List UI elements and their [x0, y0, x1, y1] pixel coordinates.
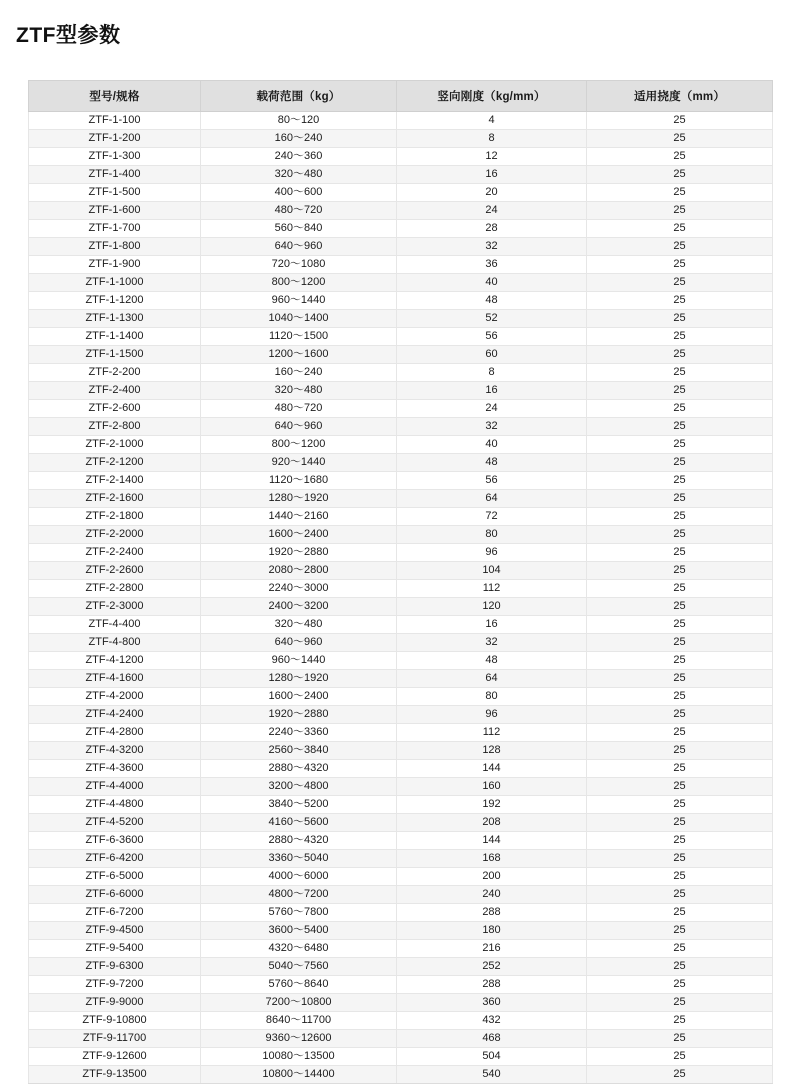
- cell-load-range: 800～1200: [201, 274, 397, 292]
- cell-load-range: 10800～14400: [201, 1066, 397, 1084]
- cell-deflection: 25: [587, 256, 773, 274]
- cell-model: ZTF-9-6300: [29, 958, 201, 976]
- cell-deflection: 25: [587, 544, 773, 562]
- cell-model: ZTF-1-1400: [29, 328, 201, 346]
- table-row: [29, 112, 773, 130]
- table-row: [29, 544, 773, 562]
- cell-load-range: 1920～2880: [201, 706, 397, 724]
- table-row: [29, 382, 773, 400]
- cell-vertical-stiffness: 288: [397, 904, 587, 922]
- cell-vertical-stiffness: 12: [397, 148, 587, 166]
- cell-load-range: 8640～11700: [201, 1012, 397, 1030]
- cell-load-range: 960～1440: [201, 292, 397, 310]
- cell-deflection: 25: [587, 670, 773, 688]
- cell-model: ZTF-9-7200: [29, 976, 201, 994]
- column-header-load-range: 载荷范围（kg）: [201, 81, 397, 112]
- cell-model: ZTF-1-1000: [29, 274, 201, 292]
- cell-vertical-stiffness: 144: [397, 832, 587, 850]
- cell-deflection: 25: [587, 886, 773, 904]
- cell-vertical-stiffness: 128: [397, 742, 587, 760]
- cell-deflection: 25: [587, 130, 773, 148]
- cell-deflection: 25: [587, 1030, 773, 1048]
- cell-model: ZTF-1-300: [29, 148, 201, 166]
- cell-deflection: 25: [587, 760, 773, 778]
- page-title: ZTF型参数: [16, 24, 121, 47]
- cell-deflection: 25: [587, 364, 773, 382]
- cell-load-range: 320～480: [201, 616, 397, 634]
- cell-model: ZTF-9-12600: [29, 1048, 201, 1066]
- cell-load-range: 640～960: [201, 418, 397, 436]
- cell-model: ZTF-4-4800: [29, 796, 201, 814]
- cell-vertical-stiffness: 64: [397, 670, 587, 688]
- table-row: [29, 166, 773, 184]
- cell-deflection: 25: [587, 922, 773, 940]
- cell-model: ZTF-2-600: [29, 400, 201, 418]
- cell-load-range: 960～1440: [201, 652, 397, 670]
- cell-deflection: 25: [587, 976, 773, 994]
- cell-vertical-stiffness: 72: [397, 508, 587, 526]
- cell-deflection: 25: [587, 148, 773, 166]
- table-row: [29, 1066, 773, 1084]
- table-row: [29, 454, 773, 472]
- cell-load-range: 7200～10800: [201, 994, 397, 1012]
- parameters-table-container: [28, 80, 772, 1084]
- cell-model: ZTF-1-800: [29, 238, 201, 256]
- table-row: [29, 616, 773, 634]
- cell-deflection: 25: [587, 400, 773, 418]
- cell-load-range: 920～1440: [201, 454, 397, 472]
- cell-load-range: 2240～3360: [201, 724, 397, 742]
- cell-deflection: 25: [587, 850, 773, 868]
- table-row: [29, 292, 773, 310]
- cell-model: ZTF-4-2800: [29, 724, 201, 742]
- cell-vertical-stiffness: 540: [397, 1066, 587, 1084]
- cell-model: ZTF-2-400: [29, 382, 201, 400]
- cell-deflection: 25: [587, 562, 773, 580]
- cell-model: ZTF-2-2600: [29, 562, 201, 580]
- cell-load-range: 3200～4800: [201, 778, 397, 796]
- cell-model: ZTF-6-3600: [29, 832, 201, 850]
- cell-model: ZTF-2-1400: [29, 472, 201, 490]
- cell-vertical-stiffness: 56: [397, 328, 587, 346]
- cell-load-range: 1440～2160: [201, 508, 397, 526]
- cell-deflection: 25: [587, 184, 773, 202]
- cell-model: ZTF-4-3200: [29, 742, 201, 760]
- table-row: [29, 580, 773, 598]
- cell-vertical-stiffness: 28: [397, 220, 587, 238]
- cell-deflection: 25: [587, 814, 773, 832]
- cell-vertical-stiffness: 504: [397, 1048, 587, 1066]
- table-row: [29, 436, 773, 454]
- cell-vertical-stiffness: 432: [397, 1012, 587, 1030]
- cell-load-range: 3840～5200: [201, 796, 397, 814]
- cell-model: ZTF-2-1800: [29, 508, 201, 526]
- cell-model: ZTF-2-1000: [29, 436, 201, 454]
- cell-vertical-stiffness: 36: [397, 256, 587, 274]
- cell-deflection: 25: [587, 112, 773, 130]
- cell-model: ZTF-4-2000: [29, 688, 201, 706]
- cell-vertical-stiffness: 120: [397, 598, 587, 616]
- table-row: [29, 886, 773, 904]
- cell-vertical-stiffness: 24: [397, 400, 587, 418]
- cell-model: ZTF-1-600: [29, 202, 201, 220]
- cell-vertical-stiffness: 64: [397, 490, 587, 508]
- cell-model: ZTF-2-2800: [29, 580, 201, 598]
- cell-load-range: 4800～7200: [201, 886, 397, 904]
- cell-deflection: 25: [587, 328, 773, 346]
- table-row: [29, 850, 773, 868]
- cell-load-range: 1040～1400: [201, 310, 397, 328]
- table-row: [29, 130, 773, 148]
- cell-load-range: 2880～4320: [201, 832, 397, 850]
- table-row: [29, 688, 773, 706]
- table-row: [29, 508, 773, 526]
- cell-deflection: 25: [587, 706, 773, 724]
- cell-deflection: 25: [587, 724, 773, 742]
- cell-deflection: 25: [587, 472, 773, 490]
- cell-load-range: 2400～3200: [201, 598, 397, 616]
- table-row: [29, 940, 773, 958]
- cell-model: ZTF-2-1200: [29, 454, 201, 472]
- cell-deflection: 25: [587, 490, 773, 508]
- column-header-model: 型号/规格: [29, 81, 201, 112]
- cell-model: ZTF-1-400: [29, 166, 201, 184]
- cell-deflection: 25: [587, 1012, 773, 1030]
- cell-deflection: 25: [587, 292, 773, 310]
- cell-model: ZTF-1-500: [29, 184, 201, 202]
- cell-vertical-stiffness: 20: [397, 184, 587, 202]
- cell-load-range: 400～600: [201, 184, 397, 202]
- cell-deflection: 25: [587, 994, 773, 1012]
- cell-vertical-stiffness: 468: [397, 1030, 587, 1048]
- cell-vertical-stiffness: 180: [397, 922, 587, 940]
- cell-vertical-stiffness: 16: [397, 166, 587, 184]
- cell-vertical-stiffness: 8: [397, 130, 587, 148]
- cell-deflection: 25: [587, 634, 773, 652]
- cell-deflection: 25: [587, 166, 773, 184]
- table-row: [29, 868, 773, 886]
- table-row: [29, 400, 773, 418]
- table-row: [29, 202, 773, 220]
- cell-deflection: 25: [587, 580, 773, 598]
- cell-deflection: 25: [587, 436, 773, 454]
- cell-model: ZTF-4-5200: [29, 814, 201, 832]
- cell-deflection: 25: [587, 418, 773, 436]
- cell-vertical-stiffness: 16: [397, 616, 587, 634]
- table-row: [29, 778, 773, 796]
- table-row: [29, 184, 773, 202]
- table-row: [29, 1048, 773, 1066]
- table-row: [29, 1012, 773, 1030]
- cell-model: ZTF-9-9000: [29, 994, 201, 1012]
- table-row: [29, 814, 773, 832]
- table-row: [29, 670, 773, 688]
- cell-deflection: 25: [587, 1066, 773, 1084]
- cell-model: ZTF-1-700: [29, 220, 201, 238]
- cell-load-range: 3360～5040: [201, 850, 397, 868]
- cell-load-range: 640～960: [201, 634, 397, 652]
- table-header: [29, 81, 773, 112]
- cell-load-range: 480～720: [201, 202, 397, 220]
- cell-load-range: 5760～7800: [201, 904, 397, 922]
- table-row: [29, 976, 773, 994]
- table-row: [29, 922, 773, 940]
- cell-model: ZTF-4-400: [29, 616, 201, 634]
- cell-load-range: 160～240: [201, 364, 397, 382]
- cell-model: ZTF-4-2400: [29, 706, 201, 724]
- table-row: [29, 706, 773, 724]
- table-row: [29, 598, 773, 616]
- cell-model: ZTF-9-10800: [29, 1012, 201, 1030]
- cell-model: ZTF-2-2400: [29, 544, 201, 562]
- table-row: [29, 652, 773, 670]
- cell-load-range: 4000～6000: [201, 868, 397, 886]
- cell-model: ZTF-9-5400: [29, 940, 201, 958]
- cell-vertical-stiffness: 112: [397, 724, 587, 742]
- cell-model: ZTF-4-1200: [29, 652, 201, 670]
- cell-vertical-stiffness: 80: [397, 688, 587, 706]
- table-row: [29, 994, 773, 1012]
- table-row: [29, 472, 773, 490]
- cell-vertical-stiffness: 288: [397, 976, 587, 994]
- cell-model: ZTF-1-900: [29, 256, 201, 274]
- cell-model: ZTF-4-4000: [29, 778, 201, 796]
- cell-vertical-stiffness: 8: [397, 364, 587, 382]
- cell-model: ZTF-6-6000: [29, 886, 201, 904]
- cell-vertical-stiffness: 112: [397, 580, 587, 598]
- cell-vertical-stiffness: 200: [397, 868, 587, 886]
- cell-load-range: 800～1200: [201, 436, 397, 454]
- cell-model: ZTF-2-2000: [29, 526, 201, 544]
- cell-load-range: 160～240: [201, 130, 397, 148]
- cell-load-range: 1280～1920: [201, 670, 397, 688]
- table-row: [29, 760, 773, 778]
- table-row: [29, 238, 773, 256]
- cell-model: ZTF-1-200: [29, 130, 201, 148]
- cell-vertical-stiffness: 32: [397, 418, 587, 436]
- table-row: [29, 328, 773, 346]
- document-page: [0, 22, 800, 1084]
- table-row: [29, 634, 773, 652]
- cell-model: ZTF-2-1600: [29, 490, 201, 508]
- cell-deflection: 25: [587, 508, 773, 526]
- cell-vertical-stiffness: 32: [397, 238, 587, 256]
- cell-vertical-stiffness: 16: [397, 382, 587, 400]
- cell-deflection: 25: [587, 958, 773, 976]
- cell-deflection: 25: [587, 454, 773, 472]
- cell-deflection: 25: [587, 940, 773, 958]
- cell-load-range: 1600～2400: [201, 526, 397, 544]
- cell-load-range: 3600～5400: [201, 922, 397, 940]
- cell-vertical-stiffness: 40: [397, 436, 587, 454]
- table-row: [29, 562, 773, 580]
- cell-load-range: 720～1080: [201, 256, 397, 274]
- cell-model: ZTF-2-3000: [29, 598, 201, 616]
- cell-load-range: 4320～6480: [201, 940, 397, 958]
- cell-vertical-stiffness: 24: [397, 202, 587, 220]
- cell-model: ZTF-4-3600: [29, 760, 201, 778]
- cell-load-range: 640～960: [201, 238, 397, 256]
- cell-vertical-stiffness: 80: [397, 526, 587, 544]
- cell-deflection: 25: [587, 616, 773, 634]
- table-row: [29, 346, 773, 364]
- cell-model: ZTF-4-1600: [29, 670, 201, 688]
- cell-model: ZTF-6-5000: [29, 868, 201, 886]
- cell-deflection: 25: [587, 742, 773, 760]
- cell-deflection: 25: [587, 382, 773, 400]
- cell-load-range: 240～360: [201, 148, 397, 166]
- cell-load-range: 1600～2400: [201, 688, 397, 706]
- cell-deflection: 25: [587, 346, 773, 364]
- cell-deflection: 25: [587, 202, 773, 220]
- cell-load-range: 2080～2800: [201, 562, 397, 580]
- cell-load-range: 1200～1600: [201, 346, 397, 364]
- cell-deflection: 25: [587, 598, 773, 616]
- cell-model: ZTF-4-800: [29, 634, 201, 652]
- cell-deflection: 25: [587, 274, 773, 292]
- cell-vertical-stiffness: 48: [397, 292, 587, 310]
- table-row: [29, 148, 773, 166]
- cell-vertical-stiffness: 104: [397, 562, 587, 580]
- cell-vertical-stiffness: 168: [397, 850, 587, 868]
- cell-load-range: 5760～8640: [201, 976, 397, 994]
- cell-load-range: 80～120: [201, 112, 397, 130]
- cell-load-range: 1120～1680: [201, 472, 397, 490]
- table-row: [29, 958, 773, 976]
- cell-vertical-stiffness: 192: [397, 796, 587, 814]
- cell-load-range: 4160～5600: [201, 814, 397, 832]
- table-row: [29, 220, 773, 238]
- cell-deflection: 25: [587, 1048, 773, 1066]
- cell-model: ZTF-1-1300: [29, 310, 201, 328]
- cell-deflection: 25: [587, 832, 773, 850]
- column-header-vertical-stiffness: 竖向刚度（kg/mm）: [397, 81, 587, 112]
- table-row: [29, 526, 773, 544]
- cell-deflection: 25: [587, 796, 773, 814]
- cell-deflection: 25: [587, 904, 773, 922]
- cell-deflection: 25: [587, 688, 773, 706]
- cell-vertical-stiffness: 216: [397, 940, 587, 958]
- cell-model: ZTF-6-7200: [29, 904, 201, 922]
- cell-load-range: 9360～12600: [201, 1030, 397, 1048]
- cell-load-range: 2880～4320: [201, 760, 397, 778]
- cell-load-range: 1280～1920: [201, 490, 397, 508]
- cell-model: ZTF-9-4500: [29, 922, 201, 940]
- cell-load-range: 10080～13500: [201, 1048, 397, 1066]
- table-row: [29, 490, 773, 508]
- cell-load-range: 2560～3840: [201, 742, 397, 760]
- cell-model: ZTF-2-200: [29, 364, 201, 382]
- table-body: [29, 112, 773, 1084]
- table-row: [29, 418, 773, 436]
- cell-model: ZTF-1-100: [29, 112, 201, 130]
- cell-vertical-stiffness: 40: [397, 274, 587, 292]
- cell-deflection: 25: [587, 310, 773, 328]
- cell-vertical-stiffness: 208: [397, 814, 587, 832]
- cell-model: ZTF-2-800: [29, 418, 201, 436]
- table-row: [29, 832, 773, 850]
- cell-vertical-stiffness: 60: [397, 346, 587, 364]
- cell-load-range: 1120～1500: [201, 328, 397, 346]
- cell-load-range: 560～840: [201, 220, 397, 238]
- cell-vertical-stiffness: 56: [397, 472, 587, 490]
- table-row: [29, 256, 773, 274]
- cell-deflection: 25: [587, 526, 773, 544]
- column-header-deflection: 适用挠度（mm）: [587, 81, 773, 112]
- cell-model: ZTF-1-1500: [29, 346, 201, 364]
- parameters-table: [28, 80, 773, 1084]
- cell-vertical-stiffness: 48: [397, 454, 587, 472]
- cell-model: ZTF-9-13500: [29, 1066, 201, 1084]
- table-header-row: [29, 81, 773, 112]
- cell-load-range: 480～720: [201, 400, 397, 418]
- cell-vertical-stiffness: 96: [397, 706, 587, 724]
- cell-deflection: 25: [587, 652, 773, 670]
- cell-deflection: 25: [587, 778, 773, 796]
- cell-load-range: 320～480: [201, 382, 397, 400]
- table-row: [29, 742, 773, 760]
- cell-vertical-stiffness: 96: [397, 544, 587, 562]
- cell-deflection: 25: [587, 220, 773, 238]
- cell-model: ZTF-6-4200: [29, 850, 201, 868]
- table-row: [29, 310, 773, 328]
- cell-vertical-stiffness: 52: [397, 310, 587, 328]
- cell-deflection: 25: [587, 868, 773, 886]
- cell-vertical-stiffness: 360: [397, 994, 587, 1012]
- cell-vertical-stiffness: 240: [397, 886, 587, 904]
- cell-vertical-stiffness: 252: [397, 958, 587, 976]
- cell-vertical-stiffness: 48: [397, 652, 587, 670]
- cell-vertical-stiffness: 160: [397, 778, 587, 796]
- cell-deflection: 25: [587, 238, 773, 256]
- table-row: [29, 724, 773, 742]
- cell-vertical-stiffness: 144: [397, 760, 587, 778]
- cell-load-range: 320～480: [201, 166, 397, 184]
- cell-load-range: 5040～7560: [201, 958, 397, 976]
- table-row: [29, 274, 773, 292]
- cell-vertical-stiffness: 32: [397, 634, 587, 652]
- cell-load-range: 2240～3000: [201, 580, 397, 598]
- cell-load-range: 1920～2880: [201, 544, 397, 562]
- cell-model: ZTF-1-1200: [29, 292, 201, 310]
- table-row: [29, 1030, 773, 1048]
- table-row: [29, 904, 773, 922]
- table-row: [29, 796, 773, 814]
- table-row: [29, 364, 773, 382]
- cell-model: ZTF-9-11700: [29, 1030, 201, 1048]
- cell-vertical-stiffness: 4: [397, 112, 587, 130]
